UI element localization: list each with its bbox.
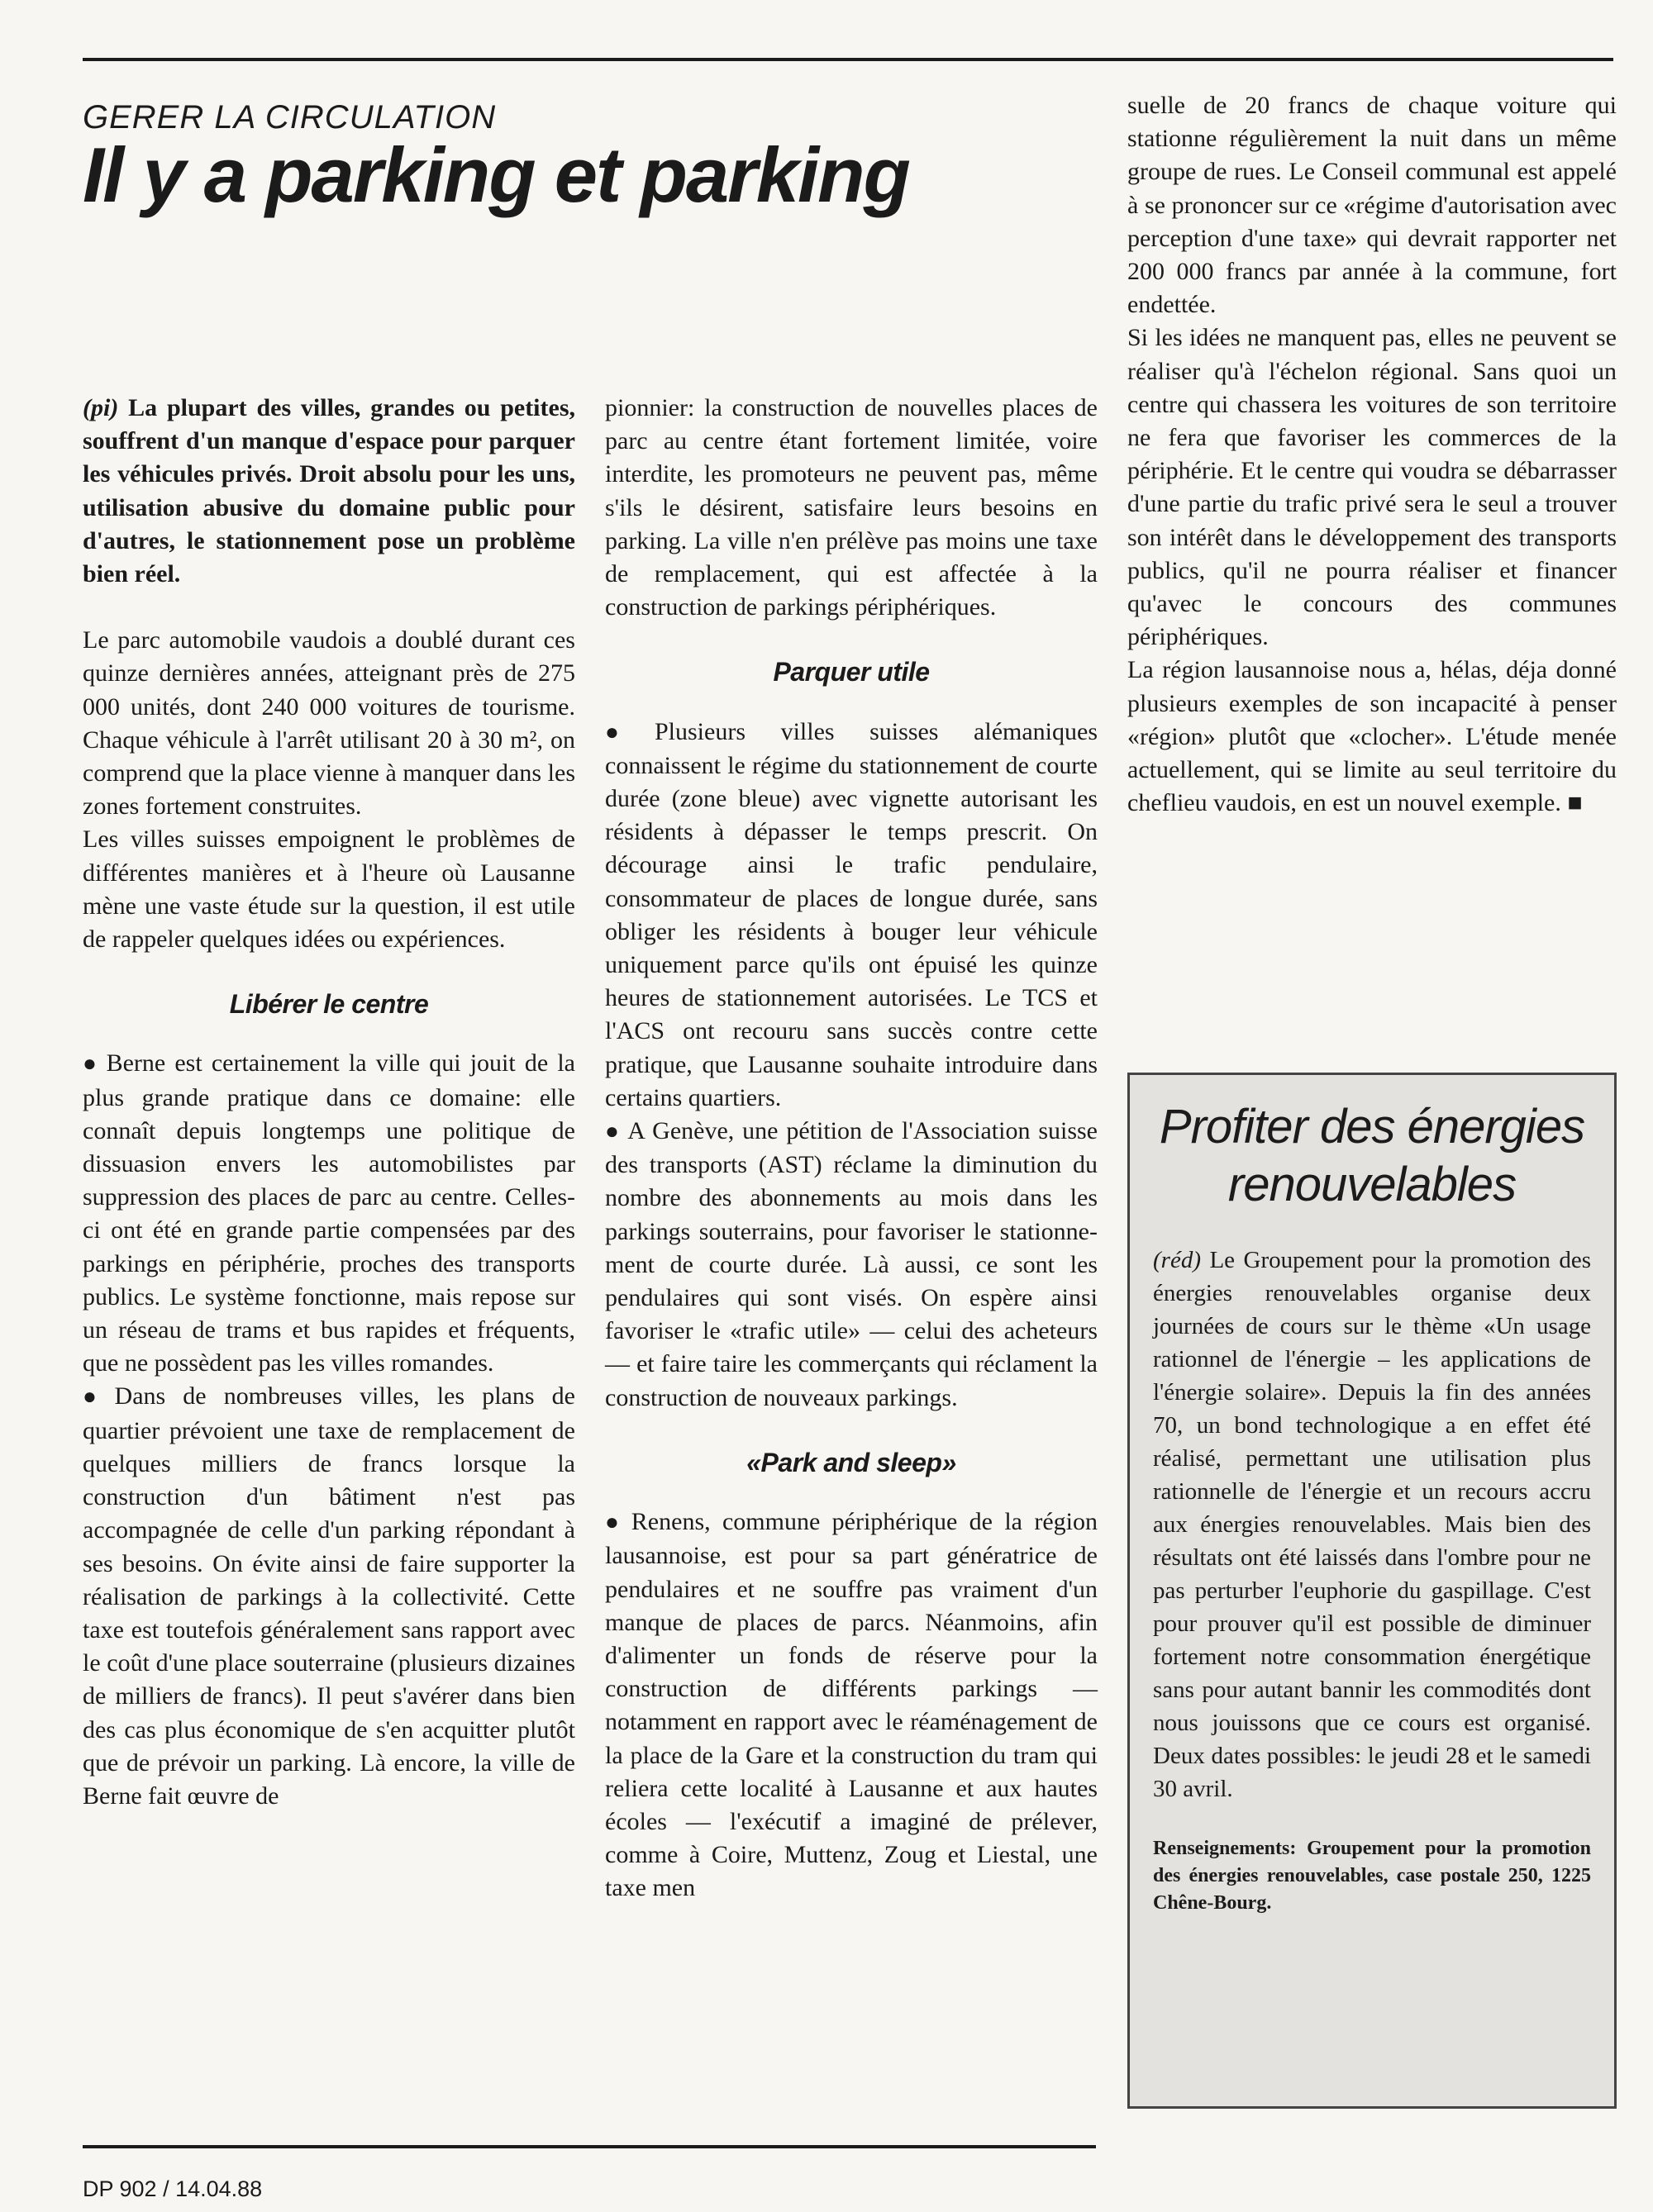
bullet-icon: ● xyxy=(83,1051,100,1077)
bullet-paragraph: ● A Genève, une pétition de l'Association suisse des transports (AST) réclame la diminution du nombre des abonnements au mois dans les parkings souterrains, pour favoriser le stationnement de courte durée. Là aussi, ce sont les pendulaires qui sont visés. On espère ainsi favoriser le «trafic utile» — celui des acheteurs — et faire taire les commerçants qui réclament la construction de nouveaux parkings. xyxy=(605,1117,1098,1411)
sidebar-body: (réd) Le Groupement pour la promotion des énergies renouvelables organise deux journées de cours sur le thème «Un usage rationnel de l'énergie – les applications de l'énergie solaire». Depuis la fin des années 70, un bond technologique a en effet été réalisé, permettant une utilisation plus rationnelle de l'énergie et un recours accru aux énergies renouvelables. Mais bien des résultats ont été laissés dans l'ombre pour ne pas perturber l'euphorie du gaspillage. C'est pour prouver qu'il est possible de diminuer fortement notre consommation énergétique sans pour autant bannir les commodités dont nous jouissons que ce cours est organisé. Deux dates possibles: le jeudi 28 et le samedi 30 avril. xyxy=(1153,1247,1591,1802)
paragraph: La région lausannoise nous a, hélas, déja donné plusieurs exemples de son incapacité à penser «région» plutôt que «clocher». L'étude menée actuellement, qui se limite au seul territoire du cheflieu vaudois, en est un nouvel exemple. ■ xyxy=(1127,656,1617,817)
bullet-icon: ● xyxy=(605,719,648,745)
paragraph: Si les idées ne manquent pas, elles ne peuvent se réaliser qu'à l'échelon régional. Sans quoi un centre qui chassera les voitures de son territoire ne fera que favoriser les commerces de la périphérie. Et le centre qui voudra se débarrasser d'une partie du trafic privé sera le seul a trouver son intérêt dans le développement des transports publics, qu'il ne pourra réaliser et financer qu'avec le concours des communes périphériques. xyxy=(1127,324,1617,651)
article-headline: Il y a parking et parking xyxy=(83,131,909,218)
paragraph: Le parc automobile vaudois a doublé durant ces quinze dernières années, atteignant près de 275 000 unités, dont 240 000 voitures de tourisme. Chaque véhicule à l'arrêt utilisant 20 à 30 m², on comprend que la place vienne à manquer dans les zones fortement construites. xyxy=(83,626,575,821)
top-rule xyxy=(83,58,1613,61)
bullet-icon: ● xyxy=(605,1119,622,1145)
article-column-1 xyxy=(83,392,575,1813)
paragraph: suelle de 20 francs de chaque voiture qui stationne régulièrement la nuit dans un même groupe de rues. Le Conseil communal est appelé à se prononcer sur ce «régime d'autorisation avec perception d'une taxe» qui devrait rapporter net 200 000 francs par année à la commune, fort endettée. xyxy=(1127,92,1617,319)
bullet-paragraph: ● Renens, commune périphérique de la région lausannoise, est pour sa part génératrice de pendulaires et ne souffre pas vraiment d'un manque de places de parcs. Néanmoins, afin d'alimenter un fonds de réserve pour la construction de différents parkings — notamment en rapport avec le réaménagement de la place de la Gare et la construction du tram qui reliera cette localité à Lausanne et aux hautes écoles — l'exécutif a imaginé de prélever, comme à Coire, Muttenz, Zoug et Liestal, une taxe men xyxy=(605,1508,1098,1902)
bullet-icon: ● xyxy=(605,1510,625,1536)
bullet-paragraph: ● Berne est certainement la ville qui jouit de la plus grande pratique dans ce domaine: elle connaît depuis longtemps une politique de dissuasion envers les automobilistes par suppression des places de parc au centre. Celles-ci ont été en grande partie compensées par des parkings en périphérie, proches des transports publics. Le système fonctionne, mais repose sur un réseau de trams et bus rapides et fréquents, que ne possèdent pas les villes romandes. xyxy=(83,1049,575,1377)
section-heading: Libérer le centre xyxy=(229,989,429,1020)
bullet-paragraph: ● Plusieurs villes suisses alémaniques connaissent le régime du stationnement de courte durée (zone bleue) avec vignette autorisant les résidents à dépasser le temps prescrit. On décourage ainsi le trafic pendulaire, consommateur de places de longue durée, sans obliger les résidents à bouger leur véhicule uniquement parce qu'ils ont épuisé les quinze heures de stationnement autorisées. Le TCS et l'ACS ont recouru sans succès contre cette pratique, que Lausanne souhaite introduire dans certains quartiers. xyxy=(605,717,1098,1111)
footer-issue: DP 902 / 14.04.88 xyxy=(83,2176,263,2201)
article-column-2 xyxy=(605,392,1098,1905)
sidebar-info: Renseignements: Groupement pour la promotion des énergies renouvelables, case postale 250, 1225 Chêne-Bourg. xyxy=(1153,1838,1591,1914)
section-heading: Parquer utile xyxy=(773,657,930,687)
section-heading: «Park and sleep» xyxy=(746,1447,956,1477)
author-tag: (pi) xyxy=(83,394,119,421)
lead-text: La plupart des villes, grandes ou petites, souffrent d'un manque d'espace pour parquer les véhicules privés. Droit absolu pour les uns, utilisation abusive du domaine public pour d'autres, le stationnement pose un problème bien réel. xyxy=(83,394,576,588)
bullet-icon: ● xyxy=(83,1384,108,1410)
sidebar-box xyxy=(1127,1073,1617,2109)
sidebar-tag: (réd) xyxy=(1153,1247,1201,1273)
article-lead xyxy=(83,392,575,591)
bullet-paragraph: ● Dans de nombreuses villes, les plans de quartier prévoient une taxe de remplacement de quelques milliers de francs lorsque la construction d'un bâtiment n'est pas accompagnée de celle d'un parking répondant à ses besoins. On évite ainsi de faire supporter la réalisation de parkings à la collectivité. Cette taxe est toutefois généralement sans rapport avec le coût d'une place souterraine (plusieurs dizaines de milliers de francs). Il peut s'avérer dans bien des cas plus économique de s'en acquitter plutôt que de prévoir un parking. Là encore, la ville de Berne fait œuvre de xyxy=(83,1382,575,1810)
end-mark-icon: ■ xyxy=(1567,789,1583,817)
article-column-3 xyxy=(1127,89,1617,820)
bottom-rule xyxy=(83,2145,1096,2148)
article-kicker: GERER LA CIRCULATION xyxy=(83,99,497,136)
paragraph: pionnier: la construction de nouvelles places de parc au centre étant fortement limitée, voire interdite, les promoteurs ne peuvent pas, même s'ils le désirent, satisfaire leurs besoins en parking. La ville n'en prélève pas moins une taxe de remplacement, qui est affectée à la construction de parkings périphériques. xyxy=(605,394,1098,621)
sidebar-title: Profiter des énergies renouvelables xyxy=(1159,1100,1585,1211)
paragraph: Les villes suisses empoignent le problèmes de différentes manières et à l'heure où Lausanne mène une vaste étude sur la question, il est utile de rappeler quelques idées ou expériences. xyxy=(83,825,575,954)
